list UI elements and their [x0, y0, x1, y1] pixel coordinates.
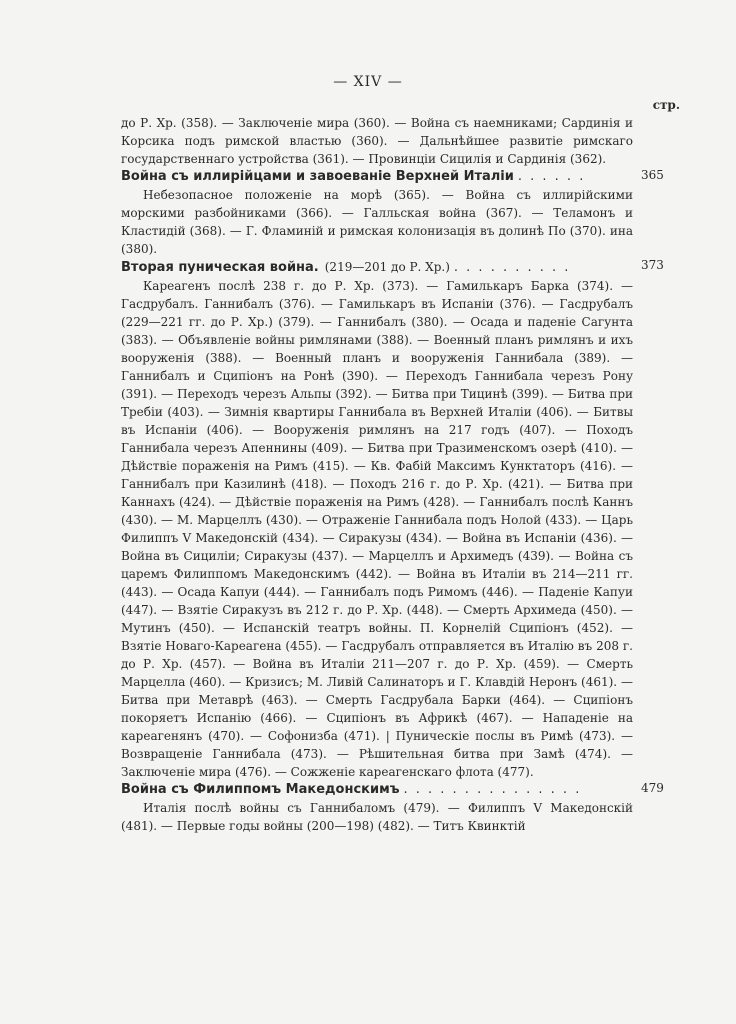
section-page-ref: 373 [641, 258, 664, 272]
section-heading [121, 168, 633, 186]
section-summary: Небезопасное положеніе на морѣ (365). — Война съ иллирійскими морскими разбойниками (366). — Галльская война (367). — Теламонъ и Кластидій (368). — Г. Фламиній и римская колонизація въ долинѣ По (370). ина (380). [121, 188, 633, 256]
toc-entry-macedonian-war [121, 781, 664, 799]
section-summary: Кареагенъ послѣ 238 г. до Р. Хр. (373). — Гамилькаръ Барка (374). — Гасдрубалъ. Ганнибалъ (376). — Гамилькаръ въ Испаніи (376). — Гасдрубалъ (229—221 гг. до Р. Хр.) (379). — Ганнибалъ (380). — Осада и паденіе Сагунта (383). — Объявленіе войны римлянами (388). — Военный планъ римлянъ и ихъ вооруженія (388). — Военный планъ и вооруженія Ганнибала (389). — Ганнибалъ и Сципіонъ на Ронѣ (390). — Переходъ Ганнибала черезъ Рону (391). — Переходъ черезъ Альпы (392). — Битва при Тицинѣ (399). — Битва при Требіи (403). — Зимнія квартиры Ганнибала въ Верхней Италіи (406). — Битвы въ Испаніи (406). — Вооруженія римлянъ на 217 годъ (407). — Походъ Ганнибала черезъ Апеннины (409). — Битва при Тразименскомъ озерѣ (410). — Дѣйствіе пораженія на Римъ (415). — Кв. Фабій Максимъ Кунктаторъ (416). — Ганнибалъ при Казилинѣ (418). — Походъ 216 г. до Р. Хр. (421). — Битва при Каннахъ (424). — Дѣйствіе пораженія на Римъ (428). — Ганнибалъ послѣ Каннъ (430). — М. Марцеллъ (430). — Отраженіе Ганнибала подъ Нолой (433). — Царь Филиппъ V Македонскій (434). — Сиракузы (434). — Война въ Испаніи (436). — Война въ Сициліи; Сиракузы (437). — Марцеллъ и Архимедъ (439). — Война съ царемъ Филиппомъ Македонскимъ (442). — Война въ Италіи въ 214—211 гг. (443). — Осада Капуи (444). — Ганнибалъ подъ Римомъ (446). — Паденіе Капуи (447). — Взятіе Сиракузъ въ 212 г. до Р. Хр. (448). — Смерть Архимеда (450). — Мутинъ (450). — Испанскій театръ войны. П. Корнелій Сципіонъ (452). — Взятіе Новаго-Кареагена (455). — Гасдрубалъ отправляется въ Италію въ 208 г. до Р. Хр. (457). — Война въ Италіи 211—207 г. до Р. Хр. (459). — Смерть Марцелла (460). — Кризисъ; М. Ливій Салинаторъ и Г. Клавдій Неронъ (461). — Битва при Метаврѣ (463). — Смерть Гасдрубала Барки (464). — Сципіонъ покоряетъ Испанію (466). — Сципіонъ въ Африкѣ (467). — Нападеніе на кареагенянъ (470). — Софонизба (471). | Пуническіе послы въ Римѣ (473). — Возвращеніе Ганнибала (473). — Рѣшительная битва при Замѣ (474). — Заключеніе мира (476). — Сожженіе кареагенскаго флота (477). [121, 279, 633, 779]
page-number: — XIV — [333, 74, 403, 90]
toc-entry-illyrian-war [121, 168, 664, 186]
section-title: Вторая пуническая война. [121, 260, 319, 275]
section-title: Война съ иллирійцами и завоеваніе Верхней Италіи [121, 169, 514, 184]
leader-dots: . . . . . . . . . . [453, 260, 571, 275]
section-page-ref: 479 [641, 781, 664, 795]
section-heading [121, 781, 633, 799]
leader-dots: . . . . . . [517, 169, 586, 184]
column-label-pages: стр. [652, 98, 680, 112]
toc-entry-second-punic-war [121, 258, 664, 277]
section-page-ref: 365 [641, 168, 664, 182]
table-of-contents [121, 114, 664, 835]
section-title: Война съ Филиппомъ Македонскимъ [121, 782, 400, 797]
leader-dots: . . . . . . . . . . . . . . . [403, 782, 582, 797]
continued-entry-text: до Р. Хр. (358). — Заключеніе мира (360). — Война съ наемниками; Сардинія и Корсика подъ римской властью (360). — Дальнѣйшее развитіе римскаго государственнаго устройства (361). — Провинціи Сицилія и Сардинія (362). [121, 116, 633, 166]
section-heading [121, 258, 633, 277]
section-title-dates: (219—201 до Р. Хр.) [324, 260, 450, 274]
section-summary: Италія послѣ войны съ Ганнибаломъ (479). — Филиппъ V Македонскій (481). — Первые годы войны (200—198) (482). — Титъ Квинктій [121, 801, 633, 833]
